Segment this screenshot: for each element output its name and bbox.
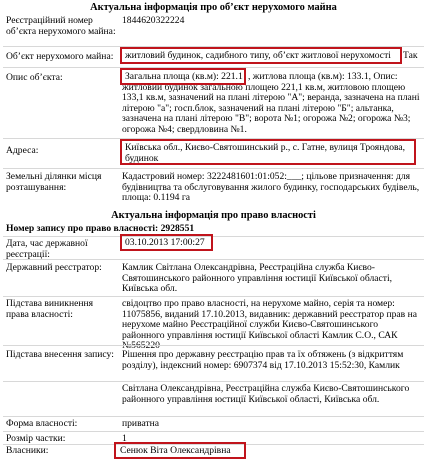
ownership-basis-value: свідоцтво про право власності, на нерухоме майно, серія та номер: 11075856, виданий 17.10.2013, видавник: державний реєстратор прав на нерухоме майно Реєстраційної служби Києво-Святошинського районного управління юстиції Київської області Камлик С.О., САК №565220 bbox=[122, 298, 417, 352]
row-divider bbox=[3, 345, 424, 346]
share-label: Розмір частки: bbox=[6, 433, 66, 444]
description-highlight-value: Загальна площа (кв.м): 221.1 bbox=[120, 68, 246, 85]
object-rest-value: Так bbox=[403, 50, 418, 61]
ownership-form-value: приватна bbox=[122, 418, 160, 429]
registration-date-value: 03.10.2013 17:00:27 bbox=[120, 234, 213, 251]
ownership-section-title: Актуальна інформація про право власності bbox=[111, 210, 316, 221]
entry-basis-value: Рішення про державну реєстрацію прав та їх обтяжень (з відкриттям розділу), індексний номер: 6907374 від 17.10.2013 15:52:30, Камлик bbox=[122, 349, 404, 371]
registration-number-label: Реєстраційний номер об’єкта нерухомого майна: bbox=[6, 15, 116, 37]
address-value: Київська обл., Києво-Святошинський р., с. Гатне, вулиця Трояндова, будинок bbox=[120, 139, 416, 165]
property-section-title: Актуальна інформація про об’єкт нерухомого майна bbox=[90, 2, 337, 13]
registrar-label: Державний реєстратор: bbox=[6, 262, 102, 273]
share-value: 1 bbox=[122, 433, 127, 444]
description-label: Опис об’єкта: bbox=[6, 72, 63, 83]
row-divider bbox=[3, 416, 424, 417]
row-divider bbox=[3, 431, 424, 432]
ownership-form-label: Форма власності: bbox=[6, 418, 78, 429]
entry-basis-label: Підстава внесення запису: bbox=[6, 349, 114, 360]
land-plots-value: Кадастровий номер: 3222481601:01:052:___; цільове призначення: для будівництва та обслуговування жилого будинку, господарських будівель, площа: 0.1194 га bbox=[122, 171, 420, 204]
row-divider bbox=[3, 236, 424, 237]
record-number-label: Номер запису про право власності: bbox=[6, 223, 159, 234]
object-highlight-value: житловий будинок, садибного типу, об’єкт житлової нерухомості bbox=[120, 47, 402, 64]
object-label: Об’єкт нерухомого майна: bbox=[6, 51, 114, 62]
row-divider bbox=[3, 381, 424, 382]
ownership-basis-label: Підстава виникнення права власності: bbox=[6, 298, 94, 320]
owners-value: Сенюк Віта Олександрівна bbox=[114, 442, 246, 459]
owners-label: Власники: bbox=[6, 445, 49, 456]
address-label: Адреса: bbox=[6, 145, 39, 156]
record-number-value: 2928551 bbox=[160, 223, 195, 234]
registrar-value: Камлик Світлана Олександрівна, Реєстраційна служба Києво-Святошинського районного управління юстиції Київської області, Київська обл. bbox=[122, 262, 393, 295]
registration-date-label: Дата, час державної реєстрації: bbox=[6, 238, 88, 260]
row-divider bbox=[3, 296, 424, 297]
record-number-row bbox=[6, 224, 194, 235]
row-divider bbox=[3, 168, 424, 169]
land-plots-label: Земельні ділянки місця розташування: bbox=[6, 171, 102, 193]
registration-number-value: 1844620322224 bbox=[122, 15, 185, 26]
entry-basis-continuation: Світлана Олександрівна, Реєстраційна служба Києво-Святошинського районного управління юстиції Київської області, Київська обл. bbox=[122, 383, 410, 405]
row-divider bbox=[3, 259, 424, 260]
description-rest-value: , житлова площа (кв.м): 133.1, Опис: житловий будинок загальною площею 221,1 кв.м, житловою площею 133,1 кв.м, зазначений на плані літерою "А"; веранда, зазначена на плані літерою "а"; госп.блок, зазначений на плані літерою "Б"; альтанка, зазначена на плані літерою "В"; ворота №1; огорожа №2; огорожа №3; огорожа №4; свердловина №1. bbox=[122, 71, 420, 135]
